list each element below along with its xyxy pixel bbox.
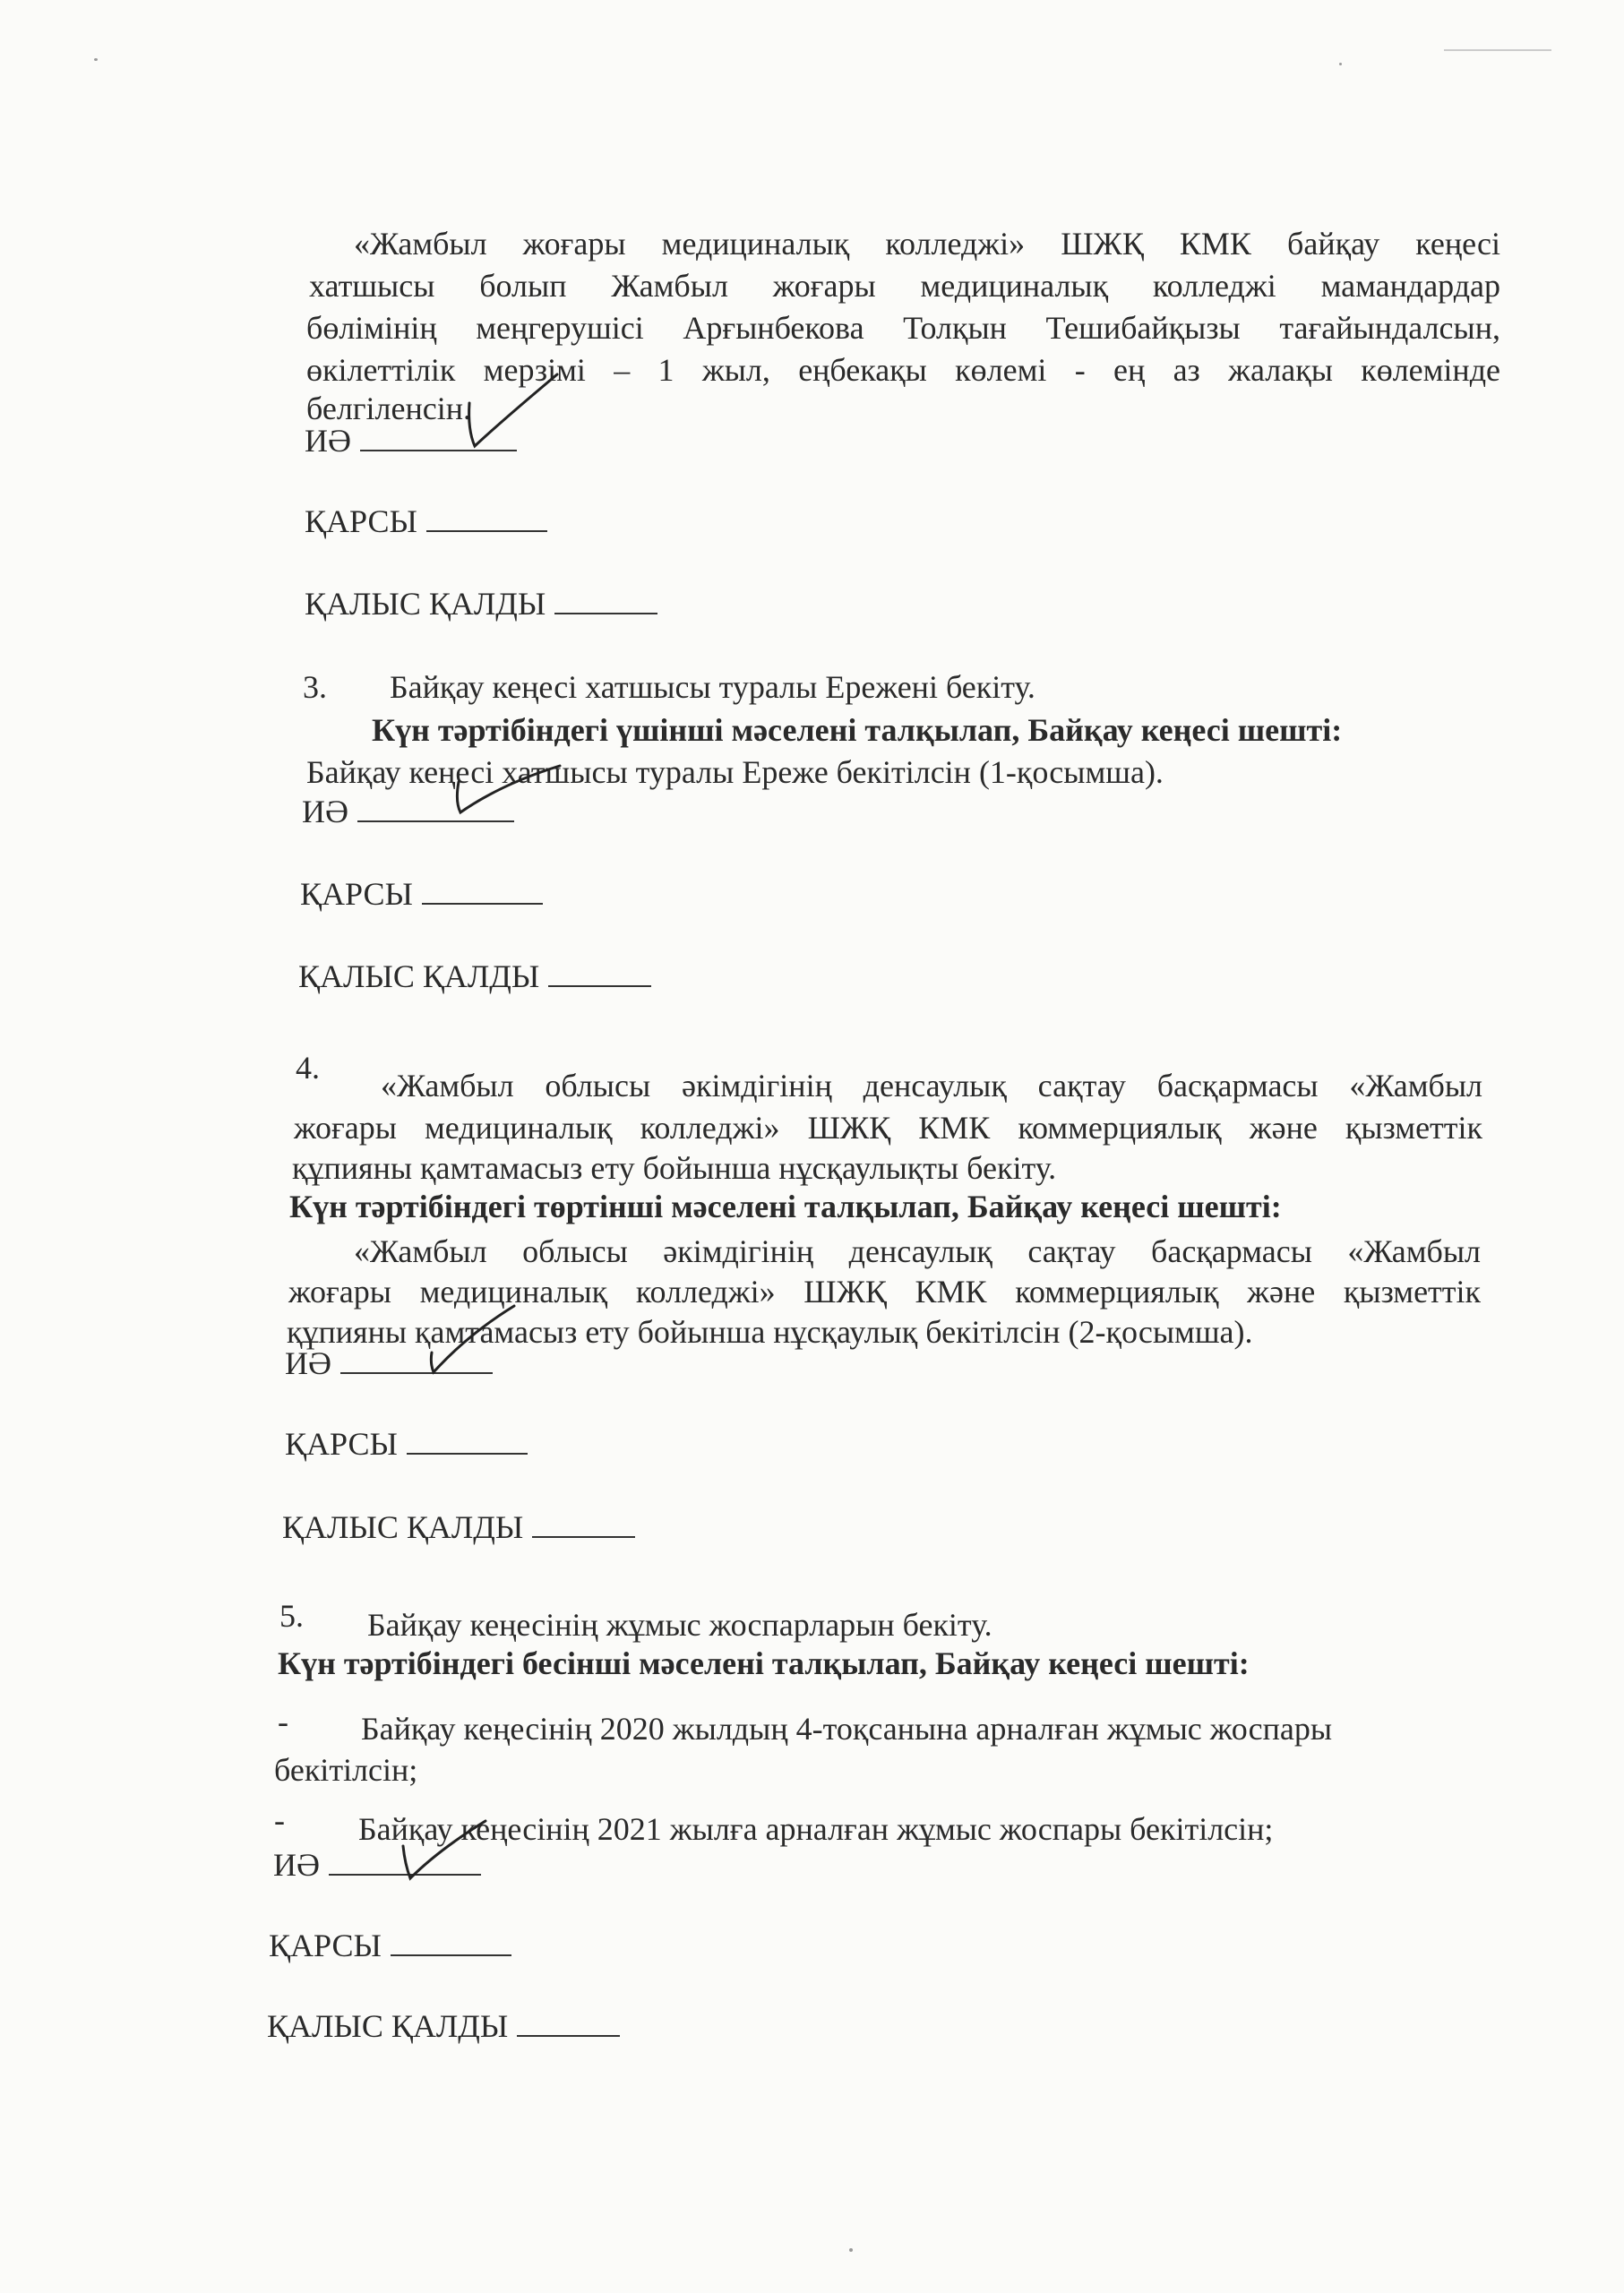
decision-bullet: Байқау кеңесінің 2020 жылдың 4-тоқсанына арналған жұмыс жоспары — [361, 1711, 1333, 1747]
decision-text: құпияны қамтамасыз ету бойынша нұсқаулық бекітілсін (2-қосымша). — [287, 1314, 1253, 1350]
vote-against: ҚАРСЫ — [285, 1424, 528, 1464]
decision-text: жоғары медициналық колледжі» ШЖҚ КМК коммерциялық және қызметтік — [288, 1274, 1481, 1310]
paragraph-line: белгіленсін. — [306, 391, 472, 426]
paragraph-line: өкілеттілік мерзімі – 1 жыл, еңбекақы көлемі - ең аз жалақы көлемінде — [306, 352, 1500, 388]
vote-blank — [391, 1928, 511, 1956]
agenda-item-title: «Жамбыл облысы әкімдігінің денсаулық сақтау басқармасы «Жамбыл — [381, 1068, 1482, 1104]
agenda-item-title: жоғары медициналық колледжі» ШЖҚ КМК коммерциялық және қызметтік — [294, 1110, 1482, 1146]
agenda-item-title: құпияны қамтамасыз ету бойынша нұсқаулықты бекіту. — [292, 1150, 1057, 1186]
vote-abstain: ҚАЛЫС ҚАЛДЫ — [282, 1507, 635, 1547]
vote-blank — [548, 958, 651, 987]
agenda-item-number: 4. — [296, 1050, 320, 1086]
scan-speck — [94, 58, 98, 61]
agenda-item-number: 5. — [279, 1598, 304, 1634]
scan-speck — [1339, 63, 1342, 65]
vote-blank — [329, 1847, 481, 1876]
paragraph-line: хатшысы болып Жамбыл жоғары медициналық колледжі мамандардар — [309, 268, 1500, 304]
agenda-item-title: Байқау кеңесінің жұмыс жоспарларын бекіту. — [367, 1607, 992, 1643]
decision-text: «Жамбыл облысы әкімдігінің денсаулық сақтау басқармасы «Жамбыл — [354, 1233, 1481, 1269]
vote-against: ҚАРСЫ — [305, 502, 547, 541]
vote-against: ҚАРСЫ — [269, 1926, 511, 1965]
agenda-item-number: 3. — [303, 669, 327, 705]
scan-speck — [1444, 49, 1551, 51]
decision-heading: Күн тәртібіндегі үшінші мәселені талқылап, Байқау кеңесі шешті: — [372, 712, 1343, 748]
vote-yes: ИӘ — [273, 1845, 481, 1885]
vote-blank — [360, 423, 517, 451]
vote-yes: ИӘ — [305, 421, 517, 460]
vote-blank — [426, 503, 547, 532]
vote-yes: ИӘ — [302, 792, 514, 831]
vote-against: ҚАРСЫ — [300, 874, 543, 914]
decision-heading: Күн тәртібіндегі бесінші мәселені талқылап, Байқау кеңесі шешті: — [278, 1645, 1250, 1681]
vote-yes: ИӘ — [285, 1344, 493, 1383]
decision-text: Байқау кеңесі хатшысы туралы Ереже бекітілсін (1-қосымша). — [306, 754, 1164, 790]
vote-blank — [554, 586, 657, 614]
scan-speck — [849, 2248, 853, 2252]
vote-blank — [532, 1509, 635, 1538]
bullet-dash: - — [278, 1704, 288, 1739]
vote-abstain: ҚАЛЫС ҚАЛДЫ — [298, 957, 651, 996]
vote-abstain: ҚАЛЫС ҚАЛДЫ — [305, 584, 657, 623]
vote-blank — [407, 1426, 528, 1455]
paragraph-line: «Жамбыл жоғары медициналық колледжі» ШЖҚ КМК байқау кеңесі — [354, 226, 1500, 262]
vote-blank — [340, 1345, 493, 1374]
vote-blank — [517, 2008, 620, 2037]
vote-blank — [357, 794, 514, 822]
bullet-dash: - — [274, 1802, 285, 1838]
decision-bullet: бекітілсін; — [274, 1752, 418, 1788]
vote-abstain: ҚАЛЫС ҚАЛДЫ — [267, 2006, 620, 2046]
agenda-item-title: Байқау кеңесі хатшысы туралы Ережені бекіту. — [390, 669, 1035, 705]
vote-blank — [422, 876, 543, 905]
decision-heading: Күн тәртібіндегі төртінші мәселені талқылап, Байқау кеңесі шешті: — [289, 1189, 1282, 1224]
paragraph-line: бөлімінің меңгерушісі Арғынбекова Толқын Тешибайқызы тағайындалсын, — [306, 310, 1500, 346]
decision-bullet: Байқау кеңесінің 2021 жылға арналған жұмыс жоспары бекітілсін; — [358, 1811, 1274, 1847]
